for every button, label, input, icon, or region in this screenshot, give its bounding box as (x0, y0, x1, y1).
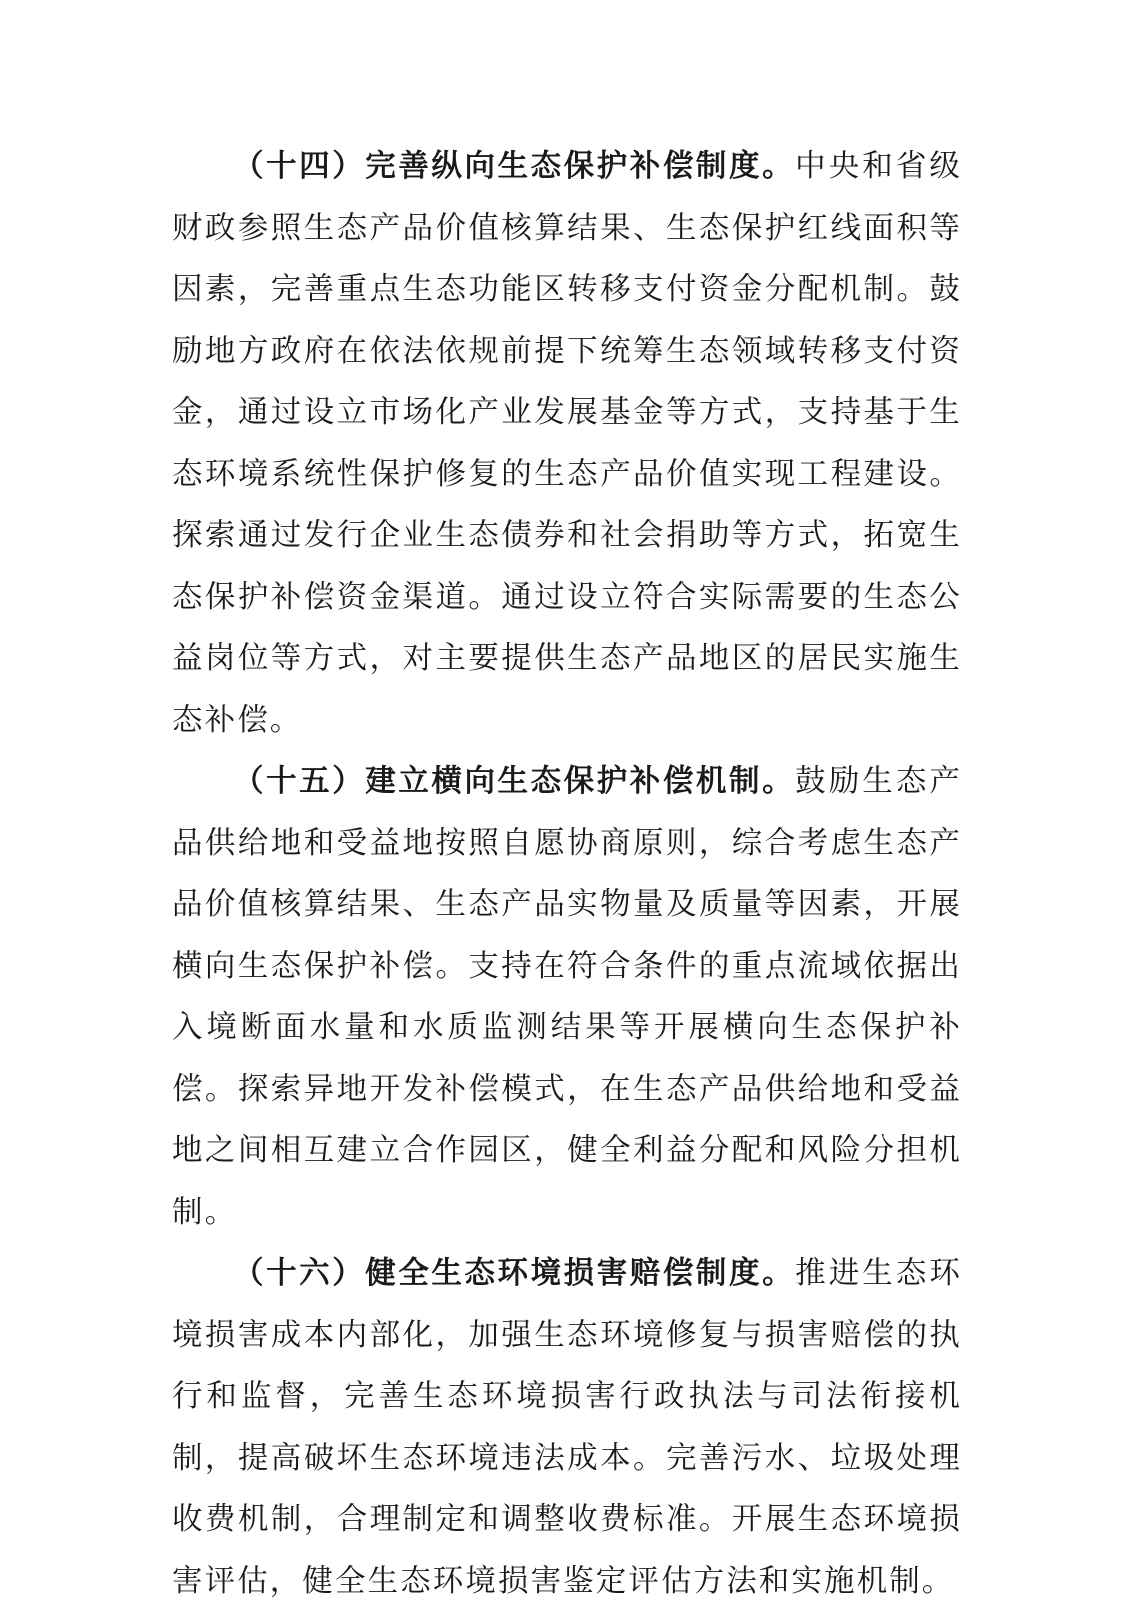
paragraph-14-heading: （十四）完善纵向生态保护补偿制度。 (233, 149, 796, 184)
document-page (172, 136, 962, 1612)
paragraph-15 (172, 751, 962, 1243)
paragraph-14 (172, 136, 962, 751)
paragraph-15-heading: （十五）建立横向生态保护补偿机制。 (233, 764, 796, 799)
paragraph-16 (172, 1243, 962, 1612)
paragraph-16-body: 推进生态环境损害成本内部化，加强生态环境修复与损害赔偿的执行和监督，完善生态环境损害行政执法与司法衔接机制，提高破坏生态环境违法成本。完善污水、垃圾处理收费机制，合理制定和调整收费标准。开展生态环境损害评估，健全生态环境损害鉴定评估方法和实施机制。 (172, 1256, 963, 1599)
paragraph-15-body: 鼓励生态产品供给地和受益地按照自愿协商原则，综合考虑生态产品价值核算结果、生态产品实物量及质量等因素，开展横向生态保护补偿。支持在符合条件的重点流域依据出入境断面水量和水质监测结果等开展横向生态保护补偿。探索异地开发补偿模式，在生态产品供给地和受益地之间相互建立合作园区，健全利益分配和风险分担机制。 (172, 764, 963, 1230)
paragraph-16-heading: （十六）健全生态环境损害赔偿制度。 (233, 1256, 796, 1291)
paragraph-14-body: 中央和省级财政参照生态产品价值核算结果、生态保护红线面积等因素，完善重点生态功能区转移支付资金分配机制。鼓励地方政府在依法依规前提下统筹生态领域转移支付资金，通过设立市场化产业发展基金等方式，支持基于生态环境系统性保护修复的生态产品价值实现工程建设。探索通过发行企业生态债券和社会捐助等方式，拓宽生态保护补偿资金渠道。通过设立符合实际需要的生态公益岗位等方式，对主要提供生态产品地区的居民实施生态补偿。 (172, 149, 963, 738)
